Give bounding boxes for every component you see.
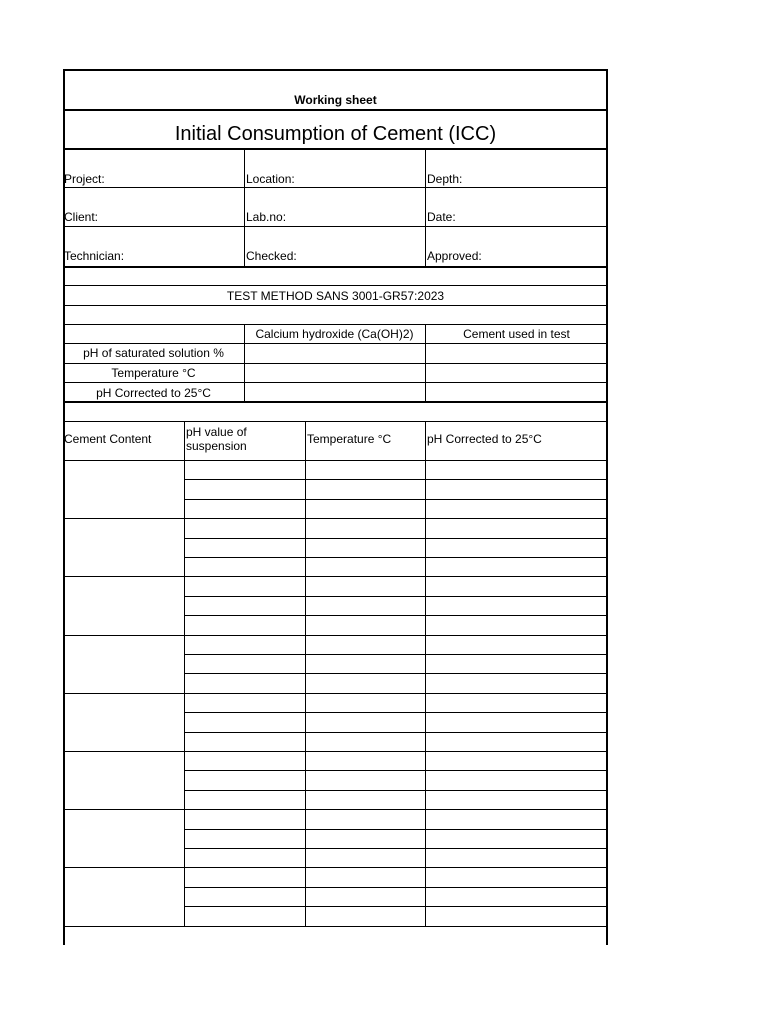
table-row-divider: [184, 479, 608, 480]
divider: [63, 285, 608, 286]
temperature-label: Temperature °C: [111, 366, 196, 380]
date-label: Date:: [427, 210, 456, 224]
divider: [63, 226, 608, 227]
table-row-divider: [184, 596, 608, 597]
table-row-divider: [184, 732, 608, 733]
table-row-divider: [184, 829, 608, 830]
divider: [63, 148, 608, 150]
table-row-divider: [184, 673, 608, 674]
table-group-divider: [63, 926, 608, 927]
client-label: Client:: [64, 210, 99, 224]
table-row-divider: [184, 906, 608, 907]
divider: [63, 324, 608, 325]
table-group-divider: [63, 751, 608, 752]
project-label: Project:: [64, 172, 105, 186]
cement-used-header: Cement used in test: [463, 327, 570, 341]
divider: [63, 305, 608, 306]
ph-corrected-label: pH Corrected to 25°C: [96, 386, 211, 400]
divider: [63, 266, 608, 268]
table-group-divider: [63, 635, 608, 636]
calcium-hydroxide-header: Calcium hydroxide (Ca(OH)2): [255, 327, 414, 341]
working-sheet-label: Working sheet: [294, 93, 377, 107]
divider: [63, 187, 608, 188]
temperature-header: Temperature °C: [307, 432, 392, 446]
table-group-divider: [63, 809, 608, 810]
table-row-divider: [184, 887, 608, 888]
cement-content-header: Cement Content: [64, 432, 152, 446]
table-row-divider: [184, 615, 608, 616]
table-row-divider: [184, 538, 608, 539]
ph-saturated-label: pH of saturated solution %: [83, 346, 224, 360]
lab-no-label: Lab.no:: [246, 210, 287, 224]
technician-label: Technician:: [64, 249, 125, 263]
divider: [63, 363, 608, 364]
approved-label: Approved:: [427, 249, 482, 263]
location-label: Location:: [246, 172, 295, 186]
table-row-divider: [184, 790, 608, 791]
divider: [244, 149, 245, 267]
divider: [63, 401, 608, 403]
divider: [63, 382, 608, 383]
checked-label: Checked:: [246, 249, 297, 263]
table-group-divider: [63, 576, 608, 577]
ph-corrected-header: pH Corrected to 25°C: [427, 432, 542, 446]
table-row-divider: [184, 712, 608, 713]
table-group-divider: [63, 518, 608, 519]
table-row-divider: [184, 770, 608, 771]
depth-label: Depth:: [427, 172, 463, 186]
divider: [63, 109, 608, 111]
working-sheet-form: [63, 69, 608, 945]
table-row-divider: [184, 499, 608, 500]
table-group-divider: [63, 867, 608, 868]
divider: [63, 343, 608, 344]
divider: [63, 421, 608, 422]
page-title: Initial Consumption of Cement (ICC): [174, 123, 497, 145]
ph-value-header-line1: pH value of: [186, 425, 247, 439]
divider: [425, 149, 426, 267]
table-group-divider: [63, 693, 608, 694]
ph-value-header-line2: suspension: [186, 439, 247, 453]
divider: [63, 460, 608, 461]
table-row-divider: [184, 848, 608, 849]
test-method-label: TEST METHOD SANS 3001-GR57:2023: [226, 289, 445, 303]
table-row-divider: [184, 654, 608, 655]
table-row-divider: [184, 557, 608, 558]
